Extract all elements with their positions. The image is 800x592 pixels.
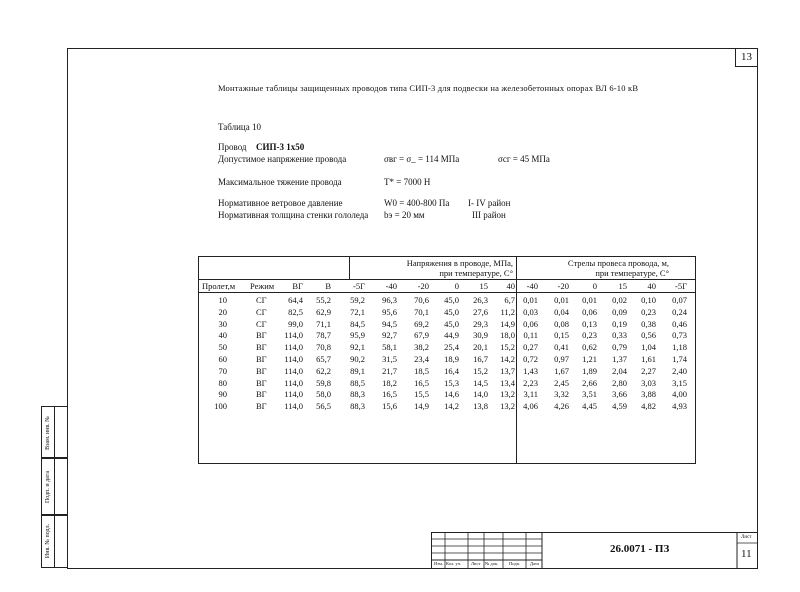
table-cell: 0,79 bbox=[612, 342, 627, 353]
table-cell: 16,4 bbox=[444, 365, 459, 376]
table-cell: 4,82 bbox=[641, 401, 656, 412]
table-cell: 15,5 bbox=[414, 389, 429, 400]
table-cell: 13,8 bbox=[473, 401, 488, 412]
table-cell: 0,10 bbox=[641, 295, 656, 305]
wind-label: Нормативное ветровое давление bbox=[218, 198, 343, 208]
table-cell: 0,19 bbox=[612, 318, 627, 329]
col-header-s-m5g: -5Г bbox=[675, 281, 687, 291]
table-cell: 1,21 bbox=[582, 354, 597, 364]
table-cell: 3,03 bbox=[641, 377, 656, 388]
table-cell: 3,32 bbox=[554, 389, 569, 400]
ice-label: Нормативная толщина стенки гололеда bbox=[218, 210, 369, 220]
table-cell: 50 bbox=[218, 342, 227, 353]
col-header-s-0: 0 bbox=[592, 281, 597, 291]
side-box-sign-date bbox=[41, 457, 68, 516]
title-block bbox=[431, 532, 757, 568]
table-cell: 1,74 bbox=[672, 354, 687, 364]
table-cell: 114,0 bbox=[284, 377, 303, 388]
side-label-sign-date: Подп. и дата bbox=[45, 470, 51, 503]
table-cell: 70 bbox=[218, 365, 227, 376]
table-cell: 0,11 bbox=[523, 330, 538, 341]
wind-region: I- IV район bbox=[468, 198, 511, 208]
table-cell: 14,5 bbox=[473, 377, 488, 388]
table-cell: 90 bbox=[218, 389, 227, 400]
table-cell: 4,00 bbox=[672, 389, 687, 400]
table-cell: 114,0 bbox=[284, 342, 303, 353]
table-cell: 13,7 bbox=[500, 365, 515, 376]
document-code: 26.0071 - ПЗ bbox=[610, 543, 670, 555]
table-cell: 30 bbox=[218, 318, 227, 329]
table-cell: 0,62 bbox=[582, 342, 597, 353]
table-cell: 1,61 bbox=[641, 354, 656, 364]
table-cell: 16,5 bbox=[382, 389, 397, 400]
table-cell: 18,0 bbox=[500, 330, 515, 341]
table-cell: 114,0 bbox=[284, 365, 303, 376]
table-cell: 92,1 bbox=[350, 342, 365, 353]
table-cell: 1,67 bbox=[554, 365, 569, 376]
table-cell: ВГ bbox=[256, 365, 267, 376]
table-cell: 13,2 bbox=[500, 401, 515, 412]
table-cell: 59,8 bbox=[316, 377, 331, 388]
col-header-s-40: 40 bbox=[647, 281, 656, 291]
table-cell: 3,66 bbox=[612, 389, 627, 400]
table-cell: 45,0 bbox=[444, 318, 459, 329]
table-cell: 58,1 bbox=[382, 342, 397, 353]
table-cell: ВГ bbox=[256, 401, 267, 412]
table-cell: 2,04 bbox=[612, 365, 627, 376]
table-cell: 70,8 bbox=[316, 342, 331, 353]
table-cell: 62,9 bbox=[316, 306, 331, 317]
table-cell: СГ bbox=[256, 306, 267, 317]
col-header-t40: 40 bbox=[506, 281, 515, 291]
table-cell: 0,04 bbox=[554, 306, 569, 317]
table-cell: 18,2 bbox=[382, 377, 397, 388]
table-cell: 0,97 bbox=[554, 354, 569, 364]
table-cell: 20 bbox=[218, 306, 227, 317]
table-cell: 0,02 bbox=[612, 295, 627, 305]
max-tension-label: Максимальное тяжение провода bbox=[218, 177, 342, 187]
stamp-col-qty: Кол. уч. bbox=[446, 561, 462, 566]
table-cell: 0,09 bbox=[612, 306, 627, 317]
table-cell: 0,06 bbox=[582, 306, 597, 317]
table-cell: 80 bbox=[218, 377, 227, 388]
table-cell: 94,5 bbox=[382, 318, 397, 329]
table-cell: 23,4 bbox=[414, 354, 429, 364]
col-header-span: Пролет,м bbox=[202, 281, 236, 291]
table-cell: ВГ bbox=[256, 354, 267, 364]
table-cell: СГ bbox=[256, 318, 267, 329]
table-cell: 4,06 bbox=[523, 401, 538, 412]
ice-value: bэ = 20 мм bbox=[384, 210, 425, 220]
table-cell: 1,18 bbox=[672, 342, 687, 353]
col-header-s-m40: -40 bbox=[526, 281, 538, 291]
col-header-m5g: -5Г bbox=[353, 281, 365, 291]
title-block-grid bbox=[432, 533, 757, 568]
col-header-s-m20: -20 bbox=[557, 281, 569, 291]
side-box-orig-inv bbox=[41, 514, 68, 568]
table-cell: 4,26 bbox=[554, 401, 569, 412]
allowed-stress-label: Допустимое напряжение провода bbox=[218, 154, 347, 164]
table-cell: 2,66 bbox=[582, 377, 597, 388]
table-cell: ВГ bbox=[256, 342, 267, 353]
table-cell: 15,2 bbox=[500, 342, 515, 353]
table-cell: 18,9 bbox=[444, 354, 459, 364]
stamp-col-sign: Подп. bbox=[509, 561, 521, 566]
table-cell: 2,27 bbox=[641, 365, 656, 376]
table-cell: 45,0 bbox=[444, 295, 459, 305]
table-cell: 16,5 bbox=[414, 377, 429, 388]
table-cell: 3,11 bbox=[523, 389, 538, 400]
table-cell: 4,93 bbox=[672, 401, 687, 412]
table-cell: 15,6 bbox=[382, 401, 397, 412]
table-cell: 0,23 bbox=[641, 306, 656, 317]
table-cell: 92,7 bbox=[382, 330, 397, 341]
table-cell: 11,2 bbox=[500, 306, 515, 317]
table-cell: 45,0 bbox=[444, 306, 459, 317]
table-cell: 0,73 bbox=[672, 330, 687, 341]
allowed-stress-value2: σсг = 45 МПа bbox=[498, 154, 550, 164]
page-number: 13 bbox=[735, 48, 757, 67]
table-cell: 0,08 bbox=[554, 318, 569, 329]
table-cell: 0,46 bbox=[672, 318, 687, 329]
stamp-col-sheet: Лист bbox=[471, 561, 481, 566]
table-cell: 14,2 bbox=[500, 354, 515, 364]
table-cell: 67,9 bbox=[414, 330, 429, 341]
col-header-t0: 0 bbox=[454, 281, 459, 291]
table-label: Таблица 10 bbox=[218, 122, 261, 132]
table-cell: 0,56 bbox=[641, 330, 656, 341]
table-cell: 0,03 bbox=[523, 306, 538, 317]
table-cell: 14,9 bbox=[500, 318, 515, 329]
table-cell: 70,6 bbox=[414, 295, 429, 305]
sag-header-line1: Стрелы провеса провода, м, bbox=[567, 258, 669, 268]
table-cell: 0,01 bbox=[582, 295, 597, 305]
table-cell: 2,40 bbox=[672, 365, 687, 376]
col-header-s-15: 15 bbox=[618, 281, 627, 291]
table-cell: 114,0 bbox=[284, 401, 303, 412]
table-cell: 13,4 bbox=[500, 377, 515, 388]
table-cell: 14,6 bbox=[444, 389, 459, 400]
table-cell: 1,04 bbox=[641, 342, 656, 353]
side-box-replace-inv bbox=[41, 406, 68, 459]
col-header-m20: -20 bbox=[417, 281, 429, 291]
table-cell: 29,3 bbox=[473, 318, 488, 329]
table-cell: 4,59 bbox=[612, 401, 627, 412]
installation-table bbox=[198, 256, 696, 464]
table-cell: ВГ bbox=[256, 377, 267, 388]
stamp-col-date: Дата bbox=[530, 561, 539, 566]
col-header-mode: Режим bbox=[250, 281, 275, 291]
table-cell: 4,45 bbox=[582, 401, 597, 412]
table-cell: 70,1 bbox=[414, 306, 429, 317]
table-cell: 0,33 bbox=[612, 330, 627, 341]
table-cell: 56,5 bbox=[316, 401, 331, 412]
table-cell: 59,2 bbox=[350, 295, 365, 305]
table-cell: 18,5 bbox=[414, 365, 429, 376]
table-cell: 0,41 bbox=[554, 342, 569, 353]
stress-header-line1: Напряжения в проводе, МПа, bbox=[406, 258, 513, 268]
table-cell: 1,43 bbox=[523, 365, 538, 376]
table-cell: ВГ bbox=[256, 389, 267, 400]
table-cell: 14,2 bbox=[444, 401, 459, 412]
table-cell: 3,51 bbox=[582, 389, 597, 400]
table-cell: 15,3 bbox=[444, 377, 459, 388]
table-cell: 31,5 bbox=[382, 354, 397, 364]
table-cell: 114,0 bbox=[284, 389, 303, 400]
table-cell: 55,2 bbox=[316, 295, 331, 305]
table-cell: 58,0 bbox=[316, 389, 331, 400]
table-cell: 90,2 bbox=[350, 354, 365, 364]
table-cell: 3,88 bbox=[641, 389, 656, 400]
document-title: Монтажные таблицы защищенных проводов типа СИП-3 для подвески на железобетонных опорах ВЛ 6-10 кВ bbox=[218, 83, 639, 93]
max-tension-value: Т* = 7000 Н bbox=[384, 177, 431, 187]
table-cell: 88,5 bbox=[350, 377, 365, 388]
table-cell: 64,4 bbox=[288, 295, 303, 305]
table-cell: 0,06 bbox=[523, 318, 538, 329]
table-cell: 114,0 bbox=[284, 330, 303, 341]
table-cell: 0,27 bbox=[523, 342, 538, 353]
table-cell: 0,15 bbox=[554, 330, 569, 341]
table-cell: 0,23 bbox=[582, 330, 597, 341]
stamp-col-docnum: № док. bbox=[485, 561, 499, 566]
table-cell: 0,38 bbox=[641, 318, 656, 329]
table-cell: 96,3 bbox=[382, 295, 397, 305]
col-header-v: В bbox=[325, 281, 331, 291]
sag-header-line2: при температуре, С° bbox=[595, 268, 669, 278]
side-label-replace-inv: Взам. инв. № bbox=[45, 415, 51, 450]
table-cell: 6,7 bbox=[504, 295, 515, 305]
table-cell: 100 bbox=[214, 401, 227, 412]
wire-type: СИП-3 1х50 bbox=[256, 142, 305, 152]
table-cell: 0,07 bbox=[672, 295, 687, 305]
table-cell: 95,9 bbox=[350, 330, 365, 341]
side-label-orig-inv: Инв. № подл. bbox=[45, 523, 51, 559]
sheet-number: 11 bbox=[741, 548, 752, 560]
table-cell: 95,6 bbox=[382, 306, 397, 317]
table-cell: 78,7 bbox=[316, 330, 331, 341]
table-cell: 26,3 bbox=[473, 295, 488, 305]
table-cell: 44,9 bbox=[444, 330, 459, 341]
col-header-vg: ВГ bbox=[292, 281, 303, 291]
table-cell: 0,01 bbox=[523, 295, 538, 305]
table-cell: 0,01 bbox=[554, 295, 569, 305]
table-cell: 88,3 bbox=[350, 401, 365, 412]
table-cell: 65,7 bbox=[316, 354, 331, 364]
table-cell: 84,5 bbox=[350, 318, 365, 329]
table-cell: 30,9 bbox=[473, 330, 488, 341]
table-cell: 21,7 bbox=[382, 365, 397, 376]
table-cell: 14,0 bbox=[473, 389, 488, 400]
table-cell: ВГ bbox=[256, 330, 267, 341]
sheet-label: Лист bbox=[741, 535, 752, 540]
table-cell: 69,2 bbox=[414, 318, 429, 329]
col-header-t15: 15 bbox=[479, 281, 488, 291]
table-cell: 40 bbox=[218, 330, 227, 341]
table-cell: 82,5 bbox=[288, 306, 303, 317]
table-cell: 114,0 bbox=[284, 354, 303, 364]
table-cell: 2,80 bbox=[612, 377, 627, 388]
table-cell: 14,9 bbox=[414, 401, 429, 412]
table-cell: 2,23 bbox=[523, 377, 538, 388]
table-cell: 13,2 bbox=[500, 389, 515, 400]
table-cell: 1,89 bbox=[582, 365, 597, 376]
table-cell: 15,2 bbox=[473, 365, 488, 376]
table-cell: 0,13 bbox=[582, 318, 597, 329]
ice-region: III район bbox=[472, 210, 506, 220]
table-cell: 2,45 bbox=[554, 377, 569, 388]
table-cell: 0,72 bbox=[523, 354, 538, 364]
table-cell: 62,2 bbox=[316, 365, 331, 376]
wire-label: Провод bbox=[218, 142, 247, 152]
table-cell: 89,1 bbox=[350, 365, 365, 376]
table-cell: 20,1 bbox=[473, 342, 488, 353]
table-cell: 60 bbox=[218, 354, 227, 364]
stress-header-line2: при температуре, С° bbox=[439, 268, 513, 278]
table-cell: 10 bbox=[218, 295, 227, 305]
table-cell: 27,6 bbox=[473, 306, 488, 317]
table-cell: СГ bbox=[256, 295, 267, 305]
table-cell: 1,37 bbox=[612, 354, 627, 364]
table-cell: 71,1 bbox=[316, 318, 331, 329]
table-cell: 88,3 bbox=[350, 389, 365, 400]
stamp-col-change: Изм. bbox=[434, 561, 443, 566]
col-header-m40: -40 bbox=[385, 281, 397, 291]
table-cell: 25,4 bbox=[444, 342, 459, 353]
table-cell: 0,24 bbox=[672, 306, 687, 317]
allowed-stress-value: σвг = σ_ = 114 МПа bbox=[384, 154, 460, 164]
table-cell: 99,0 bbox=[288, 318, 303, 329]
wind-value: W0 = 400-800 Па bbox=[384, 198, 450, 208]
table-cell: 72,1 bbox=[350, 306, 365, 317]
table-cell: 38,2 bbox=[414, 342, 429, 353]
table-cell: 16,7 bbox=[473, 354, 488, 364]
table-cell: 3,15 bbox=[672, 377, 687, 388]
